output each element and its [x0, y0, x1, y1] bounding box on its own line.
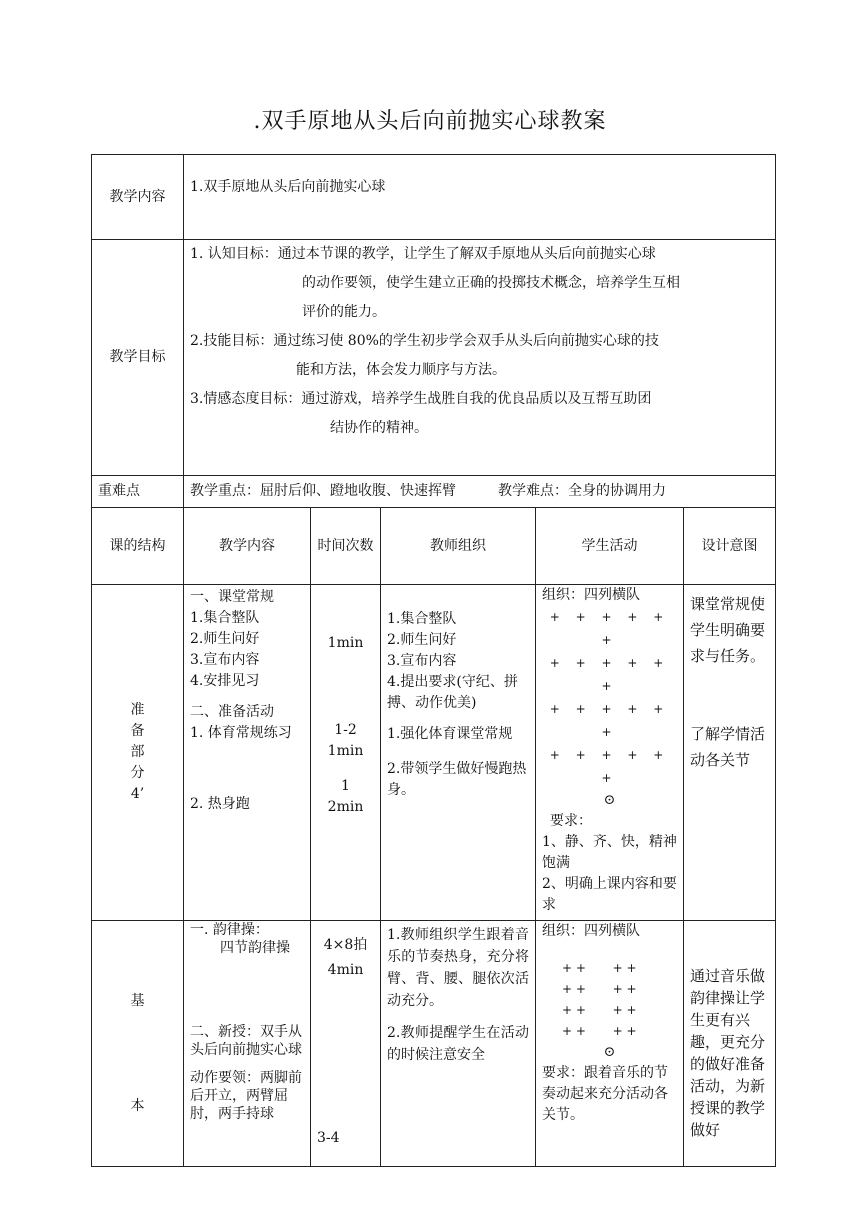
prep-content-item: 4.安排见习 [190, 673, 260, 689]
label-goals: 教学目标 [92, 240, 184, 476]
label-key-points: 重难点 [92, 476, 184, 508]
prep-time-value: 1min [327, 635, 364, 651]
prep-teacher-item: 2.带领学生做好慢跑热身。 [387, 761, 527, 798]
prep-structure-char: 部 [130, 744, 145, 760]
formation-row: + + + + [562, 982, 637, 996]
basic-structure-char: 本 [130, 1098, 145, 1114]
prep-time-value: 1min [327, 743, 364, 759]
header-structure: 课的结构 [92, 508, 184, 585]
prep-structure-char: 准 [130, 702, 145, 718]
header-intent: 设计意图 [684, 508, 776, 585]
prep-content-item: 2. 热身跑 [190, 796, 250, 812]
label-content: 教学内容 [92, 155, 184, 240]
key-points-value: 教学重点：屈肘后仰、蹬地收腹、快速挥臂 教学难点：全身的协调用力 [184, 476, 776, 508]
formation-row: + + + + + + [549, 656, 670, 693]
basic-student-req: 要求：跟着音乐的节奏动起来充分活动各关节。 [542, 1065, 668, 1123]
prep-content-heading: 一、课堂常规 [190, 589, 274, 605]
goal-3-line-2: 结协作的精神。 [330, 420, 428, 436]
prep-intent-1: 课堂常规使学生明确要求与任务。 [690, 595, 766, 665]
basic-teacher [381, 921, 536, 1167]
basic-student-org: 组织：四列横队 [542, 923, 640, 939]
prep-time-value: 2min [327, 799, 364, 815]
prep-content-item: 3.宣布内容 [190, 652, 260, 668]
teacher-position-icon: ⊙ [603, 792, 616, 808]
prep-teacher [381, 585, 536, 921]
basic-content-heading: 一. 韵律操： [190, 922, 269, 938]
basic-structure-char: 基 [130, 993, 145, 1009]
header-teacher: 教师组织 [381, 508, 536, 585]
basic-teacher-item: 2.教师提醒学生在活动的时候注意安全 [387, 1025, 529, 1063]
basic-time-value: 3-4 [317, 1130, 340, 1146]
prep-content-item: 2.师生问好 [190, 631, 260, 647]
basic-time-value: 4×8拍 [323, 937, 368, 953]
teacher-position-icon: ⊙ [603, 1044, 616, 1060]
prep-teacher-item: 3.宣布内容 [387, 653, 457, 669]
prep-student-req-item: 1、静、齐、快，精神饱满 [542, 834, 677, 871]
prep-structure [92, 585, 184, 921]
header-content: 教学内容 [184, 508, 311, 585]
goal-1-line-3: 评价的能力。 [302, 304, 386, 320]
prep-teacher-item: 1.集合整队 [387, 611, 457, 627]
prep-content-item: 1. 体育常规练习 [190, 725, 292, 741]
prep-student-org: 组织：四列横队 [542, 587, 640, 603]
formation-row: + + + + + + [549, 610, 670, 647]
basic-intent: 通过音乐做韵律操让学生更有兴趣，更充分的做好准备活动，为新授课的教学做好 [684, 921, 776, 1167]
prep-intent [684, 585, 776, 921]
prep-content [184, 585, 311, 921]
header-time: 时间次数 [311, 508, 381, 585]
prep-intent-2: 了解学情活动各关节 [690, 725, 766, 769]
formation-row: + + + + + + [549, 748, 670, 785]
basic-content [184, 921, 311, 1167]
prep-time-value: 1 [341, 778, 350, 794]
prep-content-item: 1.集合整队 [190, 610, 260, 626]
prep-student-req: 要求： [550, 813, 592, 829]
goal-1-line-1: 1. 认知目标：通过本节课的教学，让学生了解双手原地从头后向前抛实心球 [190, 246, 656, 262]
prep-structure-char: 4’ [130, 786, 145, 802]
header-student: 学生活动 [536, 508, 684, 585]
formation-row: + + + + [562, 1024, 637, 1038]
prep-time-value: 1-2 [334, 722, 357, 738]
page-title: .双手原地从头后向前抛实心球教案 [253, 109, 607, 134]
basic-content-item: 四节韵律操 [220, 940, 290, 956]
lesson-plan-table [91, 154, 776, 1167]
prep-teacher-item: 1.强化体育课堂常规 [387, 726, 513, 742]
prep-structure-char: 分 [130, 765, 145, 781]
formation-row: + + + + [562, 961, 637, 975]
goal-2-line-2: 能和方法，体会发力顺序与方法。 [296, 362, 506, 378]
prep-time [311, 585, 381, 921]
basic-teacher-item: 1.教师组织学生跟着音乐的节奏热身，充分将臂、背、腰、腿依次活动充分。 [387, 927, 529, 1009]
prep-teacher-item: 4.提出要求(守纪、拼搏、动作优美) [387, 674, 518, 711]
prep-student-req-item: 2、明确上课内容和要求 [542, 876, 677, 913]
prep-content-heading: 二、准备活动 [190, 704, 274, 720]
goals-cell [184, 240, 776, 476]
goal-1-line-2: 的动作要领，使学生建立正确的投掷技术概念，培养学生互相 [302, 275, 680, 291]
goal-3-line-1: 3.情感态度目标：通过游戏，培养学生战胜自我的优良品质以及互帮互助团 [190, 391, 652, 407]
basic-time [311, 921, 381, 1167]
prep-teacher-item: 2.师生问好 [387, 632, 457, 648]
formation-row: + + + + [562, 1003, 637, 1017]
basic-content-heading: 二、新授：双手从头后向前抛实心球 [190, 1024, 302, 1058]
formation-row: + + + + + + [549, 702, 670, 739]
content-value: 1.双手原地从头后向前抛实心球 [184, 155, 776, 240]
basic-structure [92, 921, 184, 1167]
basic-content-item: 动作要领：两脚前后开立，两臂屈肘，两手持球 [190, 1070, 302, 1122]
prep-structure-char: 备 [130, 723, 145, 739]
basic-time-value: 4min [327, 962, 364, 978]
prep-student [536, 585, 684, 921]
basic-student [536, 921, 684, 1167]
goal-2-line-1: 2.技能目标：通过练习使 80%的学生初步学会双手从头后向前抛实心球的技 [190, 333, 659, 349]
